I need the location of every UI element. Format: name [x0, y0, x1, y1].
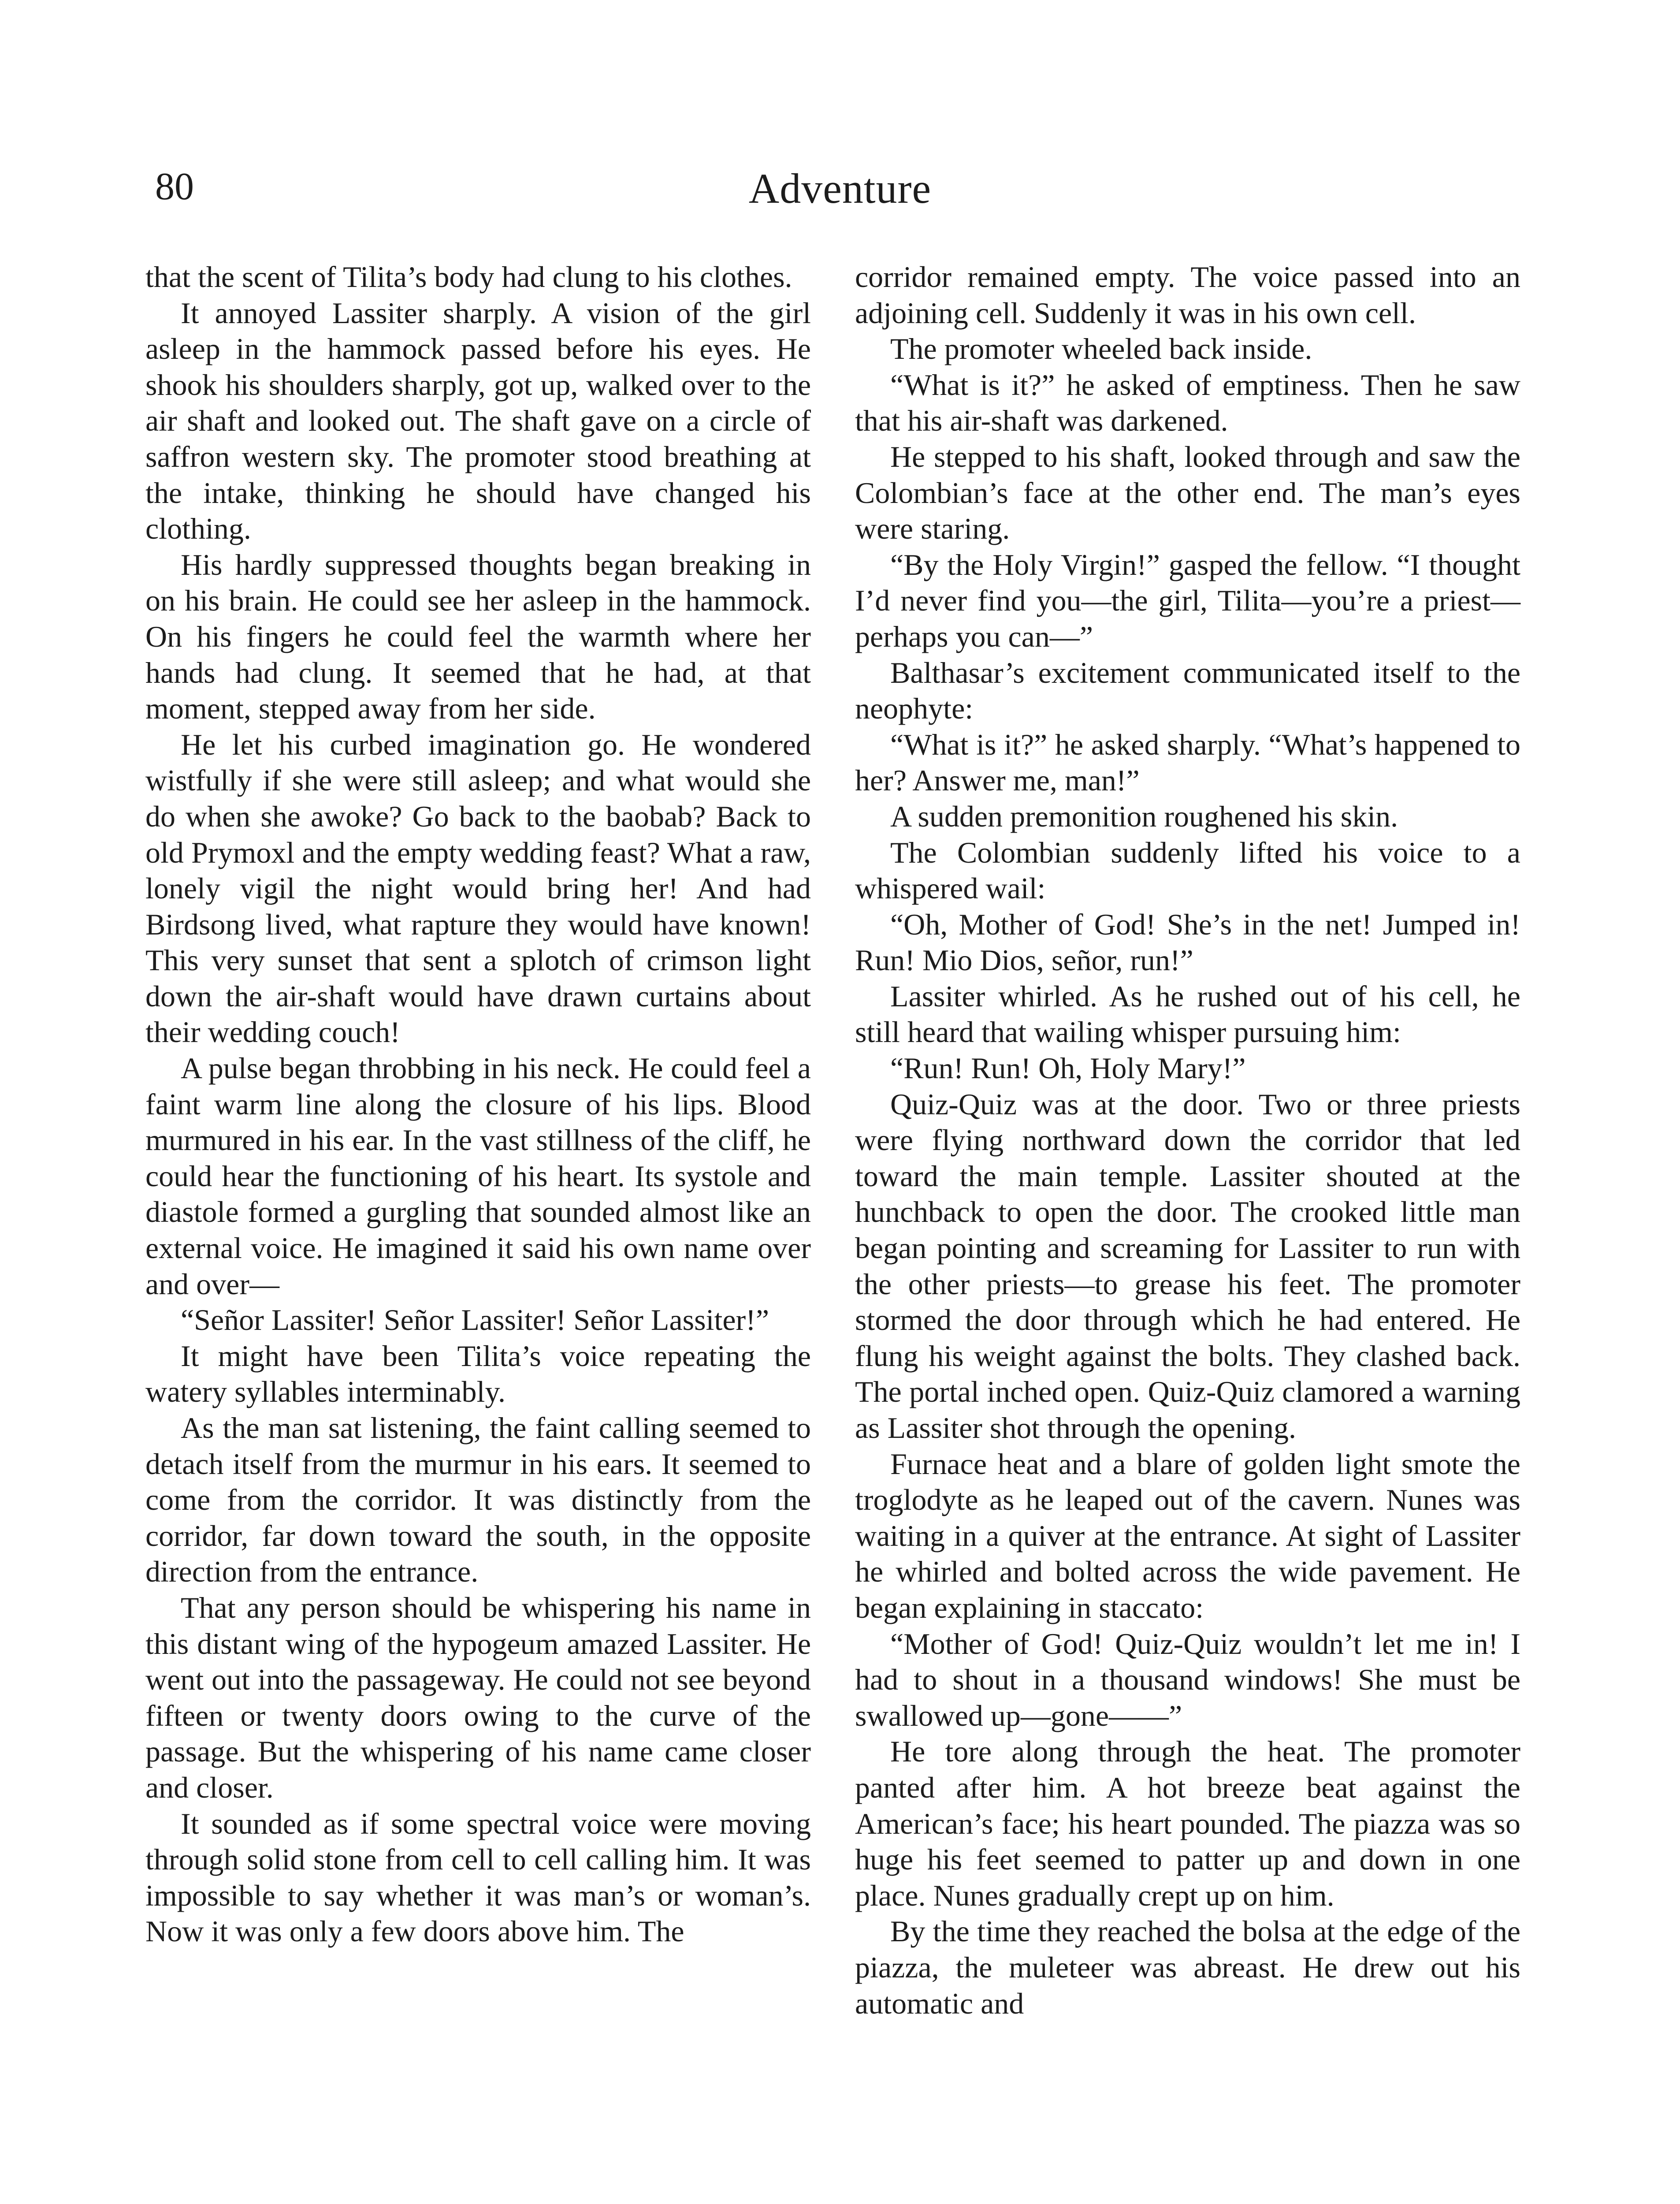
- page-number: 80: [155, 165, 194, 208]
- paragraph: “What is it?” he asked sharply. “What’s happened to her? Answer me, man!”: [855, 727, 1520, 797]
- paragraph: A pulse began throbbing in his neck. He could feel a faint warm line along the closure of his lips. Blood murmured in his ear. In the vast stillness of the cliff, he could hear the functioning of his heart. Its systole and diastole formed a gurgling that sounded almost like an external voice. He imagined it said his own name over and over—: [145, 1051, 811, 1301]
- paragraph: Balthasar’s excitement communicated itself to the neophyte:: [855, 655, 1520, 726]
- paragraph: He tore along through the heat. The promoter panted after him. A hot breeze beat against the American’s face; his heart pounded. The piazza was so huge his feet seemed to patter up and down in one place. Nunes gradually crept up on him.: [855, 1735, 1520, 1912]
- paragraph: “Mother of God! Quiz-Quiz wouldn’t let me in! I had to shout in a thousand windows! She must be swallowed up—gone——”: [855, 1627, 1520, 1732]
- running-head-title: Adventure: [748, 165, 932, 212]
- paragraph: that the scent of Tilita’s body had clung to his clothes.: [145, 260, 792, 294]
- paragraph: The promoter wheeled back inside.: [890, 332, 1312, 366]
- paragraph: “Señor Lassiter! Señor Lassiter! Señor Lassiter!”: [181, 1303, 769, 1337]
- text-column-right: [855, 259, 1520, 2022]
- paragraph: As the man sat listening, the faint calling seemed to detach itself from the murmur in his ears. It seemed to come from the corridor. It was distinctly from the corridor, far down toward the south, in the opposite direction from the entrance.: [145, 1411, 811, 1589]
- paragraph: “By the Holy Virgin!” gasped the fellow. “I thought I’d never find you—the girl, Tilita—you’re a priest—perhaps you can—”: [855, 547, 1520, 653]
- paragraph: “What is it?” he asked of emptiness. Then he saw that his air-shaft was darkened.: [855, 368, 1520, 438]
- text-column-left: [145, 259, 811, 1950]
- paragraph: It sounded as if some spectral voice were moving through solid stone from cell to cell calling him. It was impossible to say whether it was man’s or woman’s. Now it was only a few doors above him. The: [145, 1806, 811, 1948]
- paragraph: It might have been Tilita’s voice repeating the watery syllables interminably.: [145, 1339, 811, 1409]
- paragraph: Quiz-Quiz was at the door. Two or three priests were flying northward down the corridor that led toward the main temple. Lassiter shouted at the hunchback to open the door. The crooked little man began pointing and screaming for Lassiter to run with the other priests—to grease his feet. The promoter stormed the door through which he had entered. He flung his weight against the bolts. They clashed back. The portal inched open. Quiz-Quiz clamored a warning as Lassiter shot through the opening.: [855, 1087, 1520, 1445]
- paragraph: His hardly suppressed thoughts began breaking in on his brain. He could see her asleep in the hammock. On his fingers he could feel the warmth where her hands had clung. It seemed that he had, at that moment, stepped away from her side.: [145, 547, 811, 726]
- paragraph: The Colombian suddenly lifted his voice to a whispered wail:: [855, 835, 1520, 905]
- paragraph: By the time they reached the bolsa at the edge of the piazza, the muleteer was abreast. He drew out his automatic and: [855, 1914, 1520, 2020]
- paragraph: “Oh, Mother of God! She’s in the net! Jumped in! Run! Mio Dios, señor, run!”: [855, 907, 1520, 977]
- paragraph: Furnace heat and a blare of golden light smote the troglodyte as he leaped out of the cavern. Nunes was waiting in a quiver at the entrance. At sight of Lassiter he whirled and bolted across the wide pavement. He began explaining in staccato:: [855, 1447, 1520, 1624]
- paragraph: “Run! Run! Oh, Holy Mary!”: [890, 1051, 1246, 1085]
- paragraph: Lassiter whirled. As he rushed out of his cell, he still heard that wailing whisper pursuing him:: [855, 979, 1520, 1049]
- paragraph: corridor remained empty. The voice passed into an adjoining cell. Suddenly it was in his own cell.: [855, 260, 1520, 330]
- paragraph: It annoyed Lassiter sharply. A vision of the girl asleep in the hammock passed before his eyes. He shook his shoulders sharply, got up, walked over to the air shaft and looked out. The shaft gave on a circle of saffron western sky. The promoter stood breathing at the intake, thinking he should have changed his clothing.: [145, 296, 811, 546]
- paragraph: A sudden premonition roughened his skin.: [890, 799, 1398, 833]
- paragraph: That any person should be whispering his name in this distant wing of the hypogeum amazed Lassiter. He went out into the passageway. He could not see beyond fifteen or twenty doors owing to the curve of the passage. But the whispering of his name came closer and closer.: [145, 1590, 811, 1804]
- paragraph: He let his curbed imagination go. He wondered wistfully if she were still asleep; and what would she do when she awoke? Go back to the baobab? Back to old Prymoxl and the empty wedding feast? What a raw, lonely vigil the night would bring her! And had Birdsong lived, what rapture they would have known! This very sunset that sent a splotch of crimson light down the air-shaft would have drawn curtains about their wedding couch!: [145, 727, 811, 1049]
- paragraph: He stepped to his shaft, looked through and saw the Colombian’s face at the other end. The man’s eyes were staring.: [855, 439, 1520, 546]
